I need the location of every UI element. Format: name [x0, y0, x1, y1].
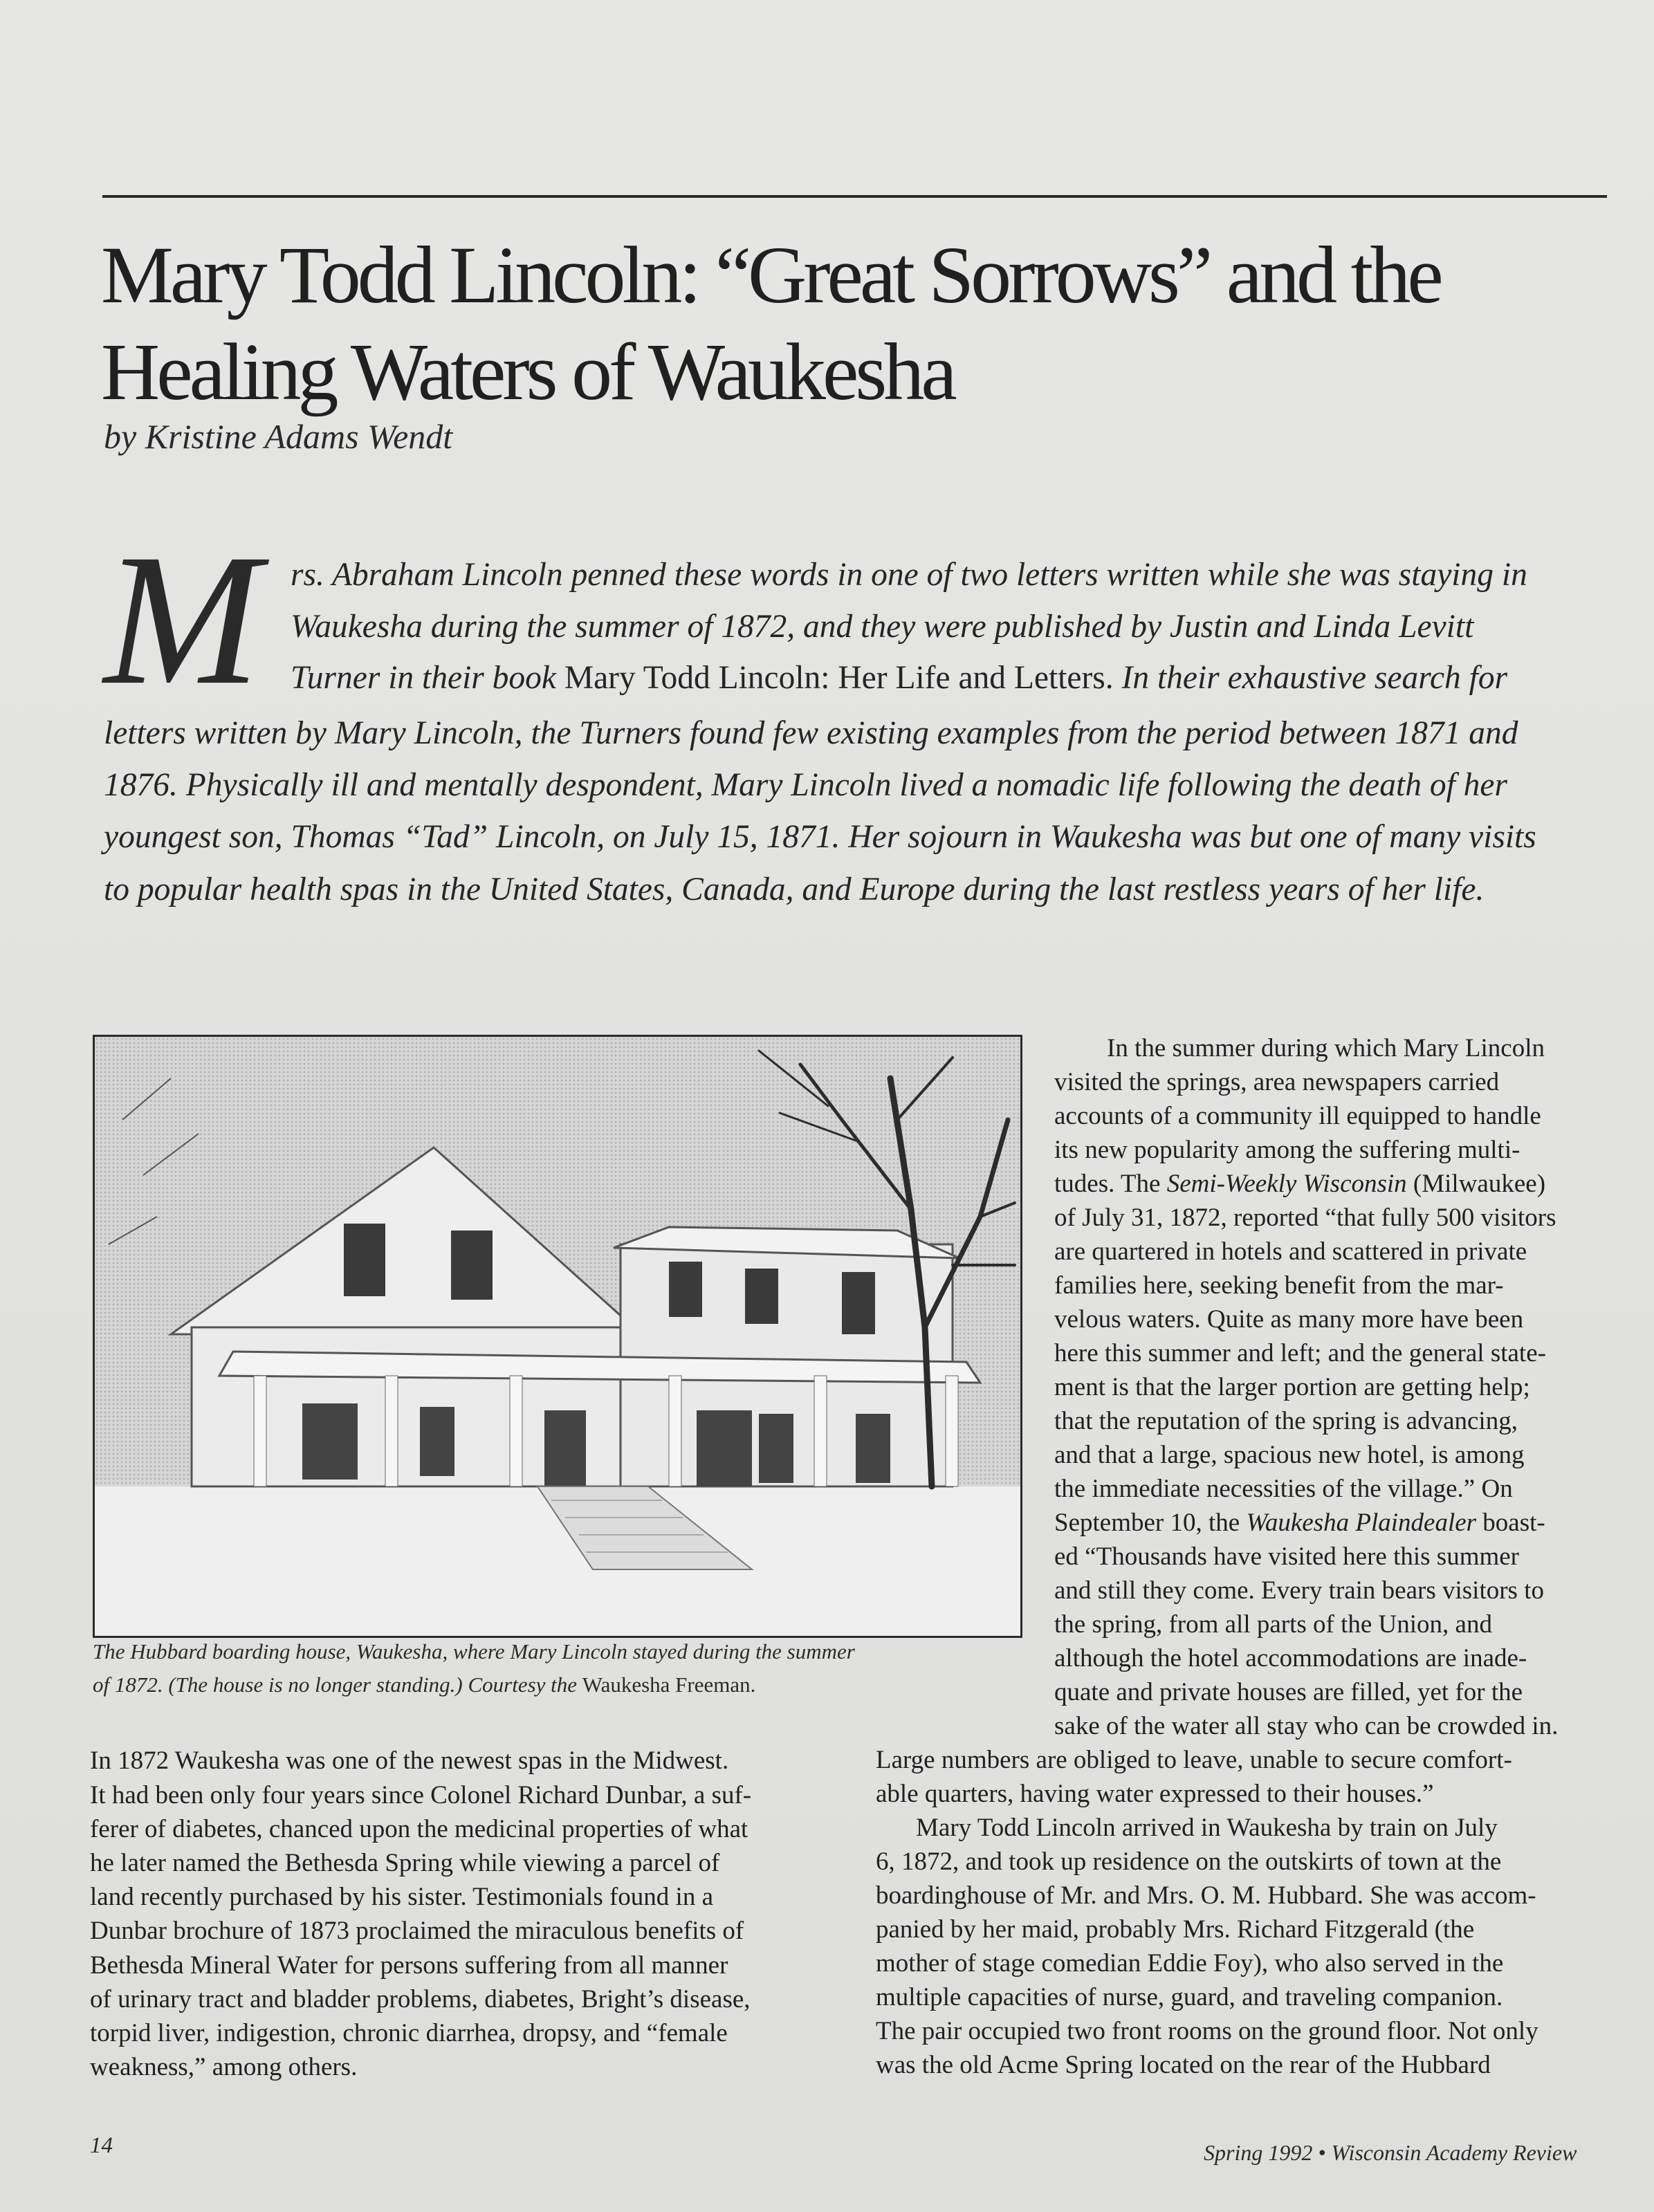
book-title: Mary Todd Lincoln: Her Life and Letters. — [564, 660, 1114, 696]
left-col-line-7: Bethesda Mineral Water for persons suffering from all manner — [90, 1951, 728, 1980]
right-col-line-4: its new popularity among the suffering multi- — [1054, 1136, 1520, 1164]
house-illustration — [95, 1037, 1020, 1636]
hubbard-house-photo — [93, 1035, 1022, 1638]
left-col-line-8: of urinary tract and bladder problems, diabetes, Bright’s disease, — [90, 1985, 751, 2013]
right-col-line-1: In the summer during which Mary Lincoln — [1107, 1034, 1545, 1062]
intro-line-3c: In their exhaustive search for — [1113, 660, 1508, 696]
right-col-line-17: and still they come. Every train bears visitors to — [1054, 1576, 1544, 1605]
right-col-line-8: families here, seeking benefit from the mar- — [1054, 1271, 1504, 1300]
photo-caption-line-1: The Hubbard boarding house, Waukesha, where Mary Lincoln stayed during the summer — [93, 1639, 855, 1663]
right-col-line-16: ed “Thousands have visited here this summer — [1054, 1542, 1519, 1571]
right-col-line-14: the immediate necessities of the village.” On — [1054, 1475, 1513, 1503]
right-col-line-13: and that a large, spacious new hotel, is among — [1054, 1441, 1525, 1469]
right-col-line-31: was the old Acme Spring located on the rear of the Hubbard — [876, 2051, 1491, 2079]
right-col-line-21: sake of the water all stay who can be crowded in. — [1054, 1712, 1559, 1740]
right-col-line-6: of July 31, 1872, reported “that fully 500 visitors — [1054, 1204, 1556, 1232]
right-col-line-5a: tudes. The — [1054, 1170, 1167, 1198]
photo-caption-line-2a: of 1872. (The house is no longer standing.) Courtesy the — [93, 1672, 582, 1697]
left-col-line-3: ferer of diabetes, chanced upon the medicinal properties of what — [90, 1815, 748, 1843]
byline: by Kristine Adams Wendt — [104, 417, 453, 456]
right-col-line-15a: September 10, the — [1054, 1509, 1247, 1537]
photo-credit: Waukesha Freeman. — [582, 1672, 756, 1697]
right-col-line-20: quate and private houses are filled, yet for the — [1054, 1678, 1523, 1706]
right-col-line-24: Mary Todd Lincoln arrived in Waukesha by train on July — [916, 1814, 1498, 1842]
right-col-line-11: ment is that the larger portion are getting help; — [1054, 1373, 1530, 1401]
title-line-2: Healing Waters of Waukesha — [101, 326, 954, 417]
left-col-line-6: Dunbar brochure of 1873 proclaimed the miraculous benefits of — [90, 1917, 744, 1945]
right-col-line-29: multiple capacities of nurse, guard, and traveling companion. — [876, 1983, 1503, 2011]
right-col-line-5 — [1054, 1168, 1545, 1201]
right-col-line-27: panied by her maid, probably Mrs. Richard Fitzgerald (the — [876, 1915, 1475, 1944]
right-col-line-30: The pair occupied two front rooms on the ground floor. Not only — [876, 2017, 1538, 2045]
intro-line-4: letters written by Mary Lincoln, the Turners found few existing examples from the period between 1871 and — [104, 715, 1518, 751]
title-line-1: Mary Todd Lincoln: “Great Sorrows” and the — [101, 230, 1440, 320]
article-title — [101, 227, 1554, 421]
intro-line-2: Waukesha during the summer of 1872, and they were published by Justin and Linda Levitt — [291, 609, 1474, 645]
photo-caption-line-2 — [93, 1670, 1024, 1700]
right-col-line-12: that the reputation of the spring is advancing, — [1054, 1407, 1518, 1435]
left-col-line-10: weakness,” among others. — [90, 2053, 358, 2081]
intro-line-3a: Turner in their book — [291, 660, 564, 696]
semi-weekly-wisconsin-title: Semi-Weekly Wisconsin — [1166, 1170, 1407, 1198]
right-col-line-26: boardinghouse of Mr. and Mrs. O. M. Hubbard. She was accom- — [876, 1881, 1536, 1910]
drop-cap: M — [104, 515, 261, 723]
right-col-line-15c: boast- — [1476, 1509, 1545, 1537]
intro-line-5: 1876. Physically ill and mentally despondent, Mary Lincoln lived a nomadic life following the death of her — [104, 767, 1507, 803]
right-col-line-10: here this summer and left; and the general state- — [1054, 1339, 1546, 1367]
left-col-line-9: torpid liver, indigestion, chronic diarrhea, dropsy, and “female — [90, 2019, 728, 2047]
running-footer: Spring 1992 • Wisconsin Academy Review — [1204, 2140, 1577, 2165]
left-col-line-1: In 1872 Waukesha was one of the newest spas in the Midwest. — [90, 1746, 729, 1775]
header-rule — [102, 195, 1607, 198]
left-col-line-5: land recently purchased by his sister. Testimonials found in a — [90, 1883, 713, 1911]
right-col-line-22: Large numbers are obliged to leave, unable to secure comfort- — [876, 1746, 1512, 1774]
intro-line-3 — [291, 657, 1507, 699]
waukesha-plaindealer-title: Waukesha Plaindealer — [1246, 1509, 1477, 1537]
right-col-line-7: are quartered in hotels and scattered in private — [1054, 1237, 1527, 1266]
right-col-line-28: mother of stage comedian Eddie Foy), who also served in the — [876, 1949, 1504, 1978]
right-col-line-9: velous waters. Quite as many more have been — [1054, 1305, 1524, 1334]
intro-line-6: youngest son, Thomas “Tad” Lincoln, on July 15, 1871. Her sojourn in Waukesha was but one of many visits — [104, 819, 1536, 855]
right-col-line-2: visited the springs, area newspapers carried — [1054, 1068, 1500, 1096]
intro-line-7: to popular health spas in the United States, Canada, and Europe during the last restless years of her life. — [104, 872, 1485, 907]
left-col-line-4: he later named the Bethesda Spring while viewing a parcel of — [90, 1849, 720, 1877]
right-col-line-23: able quarters, having water expressed to their houses.” — [876, 1780, 1434, 1808]
right-col-line-3: accounts of a community ill equipped to handle — [1054, 1102, 1541, 1130]
right-col-line-19: although the hotel accommodations are inade- — [1054, 1644, 1527, 1672]
intro-line-1: rs. Abraham Lincoln penned these words in one of two letters written while she was staying in — [291, 557, 1527, 593]
left-col-line-2: It had been only four years since Colonel Richard Dunbar, a suf- — [90, 1781, 752, 1809]
right-col-line-15 — [1054, 1506, 1545, 1540]
page-number: 14 — [90, 2133, 113, 2158]
right-col-line-25: 6, 1872, and took up residence on the outskirts of town at the — [876, 1847, 1502, 1876]
right-col-line-5c: (Milwaukee) — [1406, 1170, 1546, 1198]
right-col-line-18: the spring, from all parts of the Union, and — [1054, 1610, 1492, 1639]
